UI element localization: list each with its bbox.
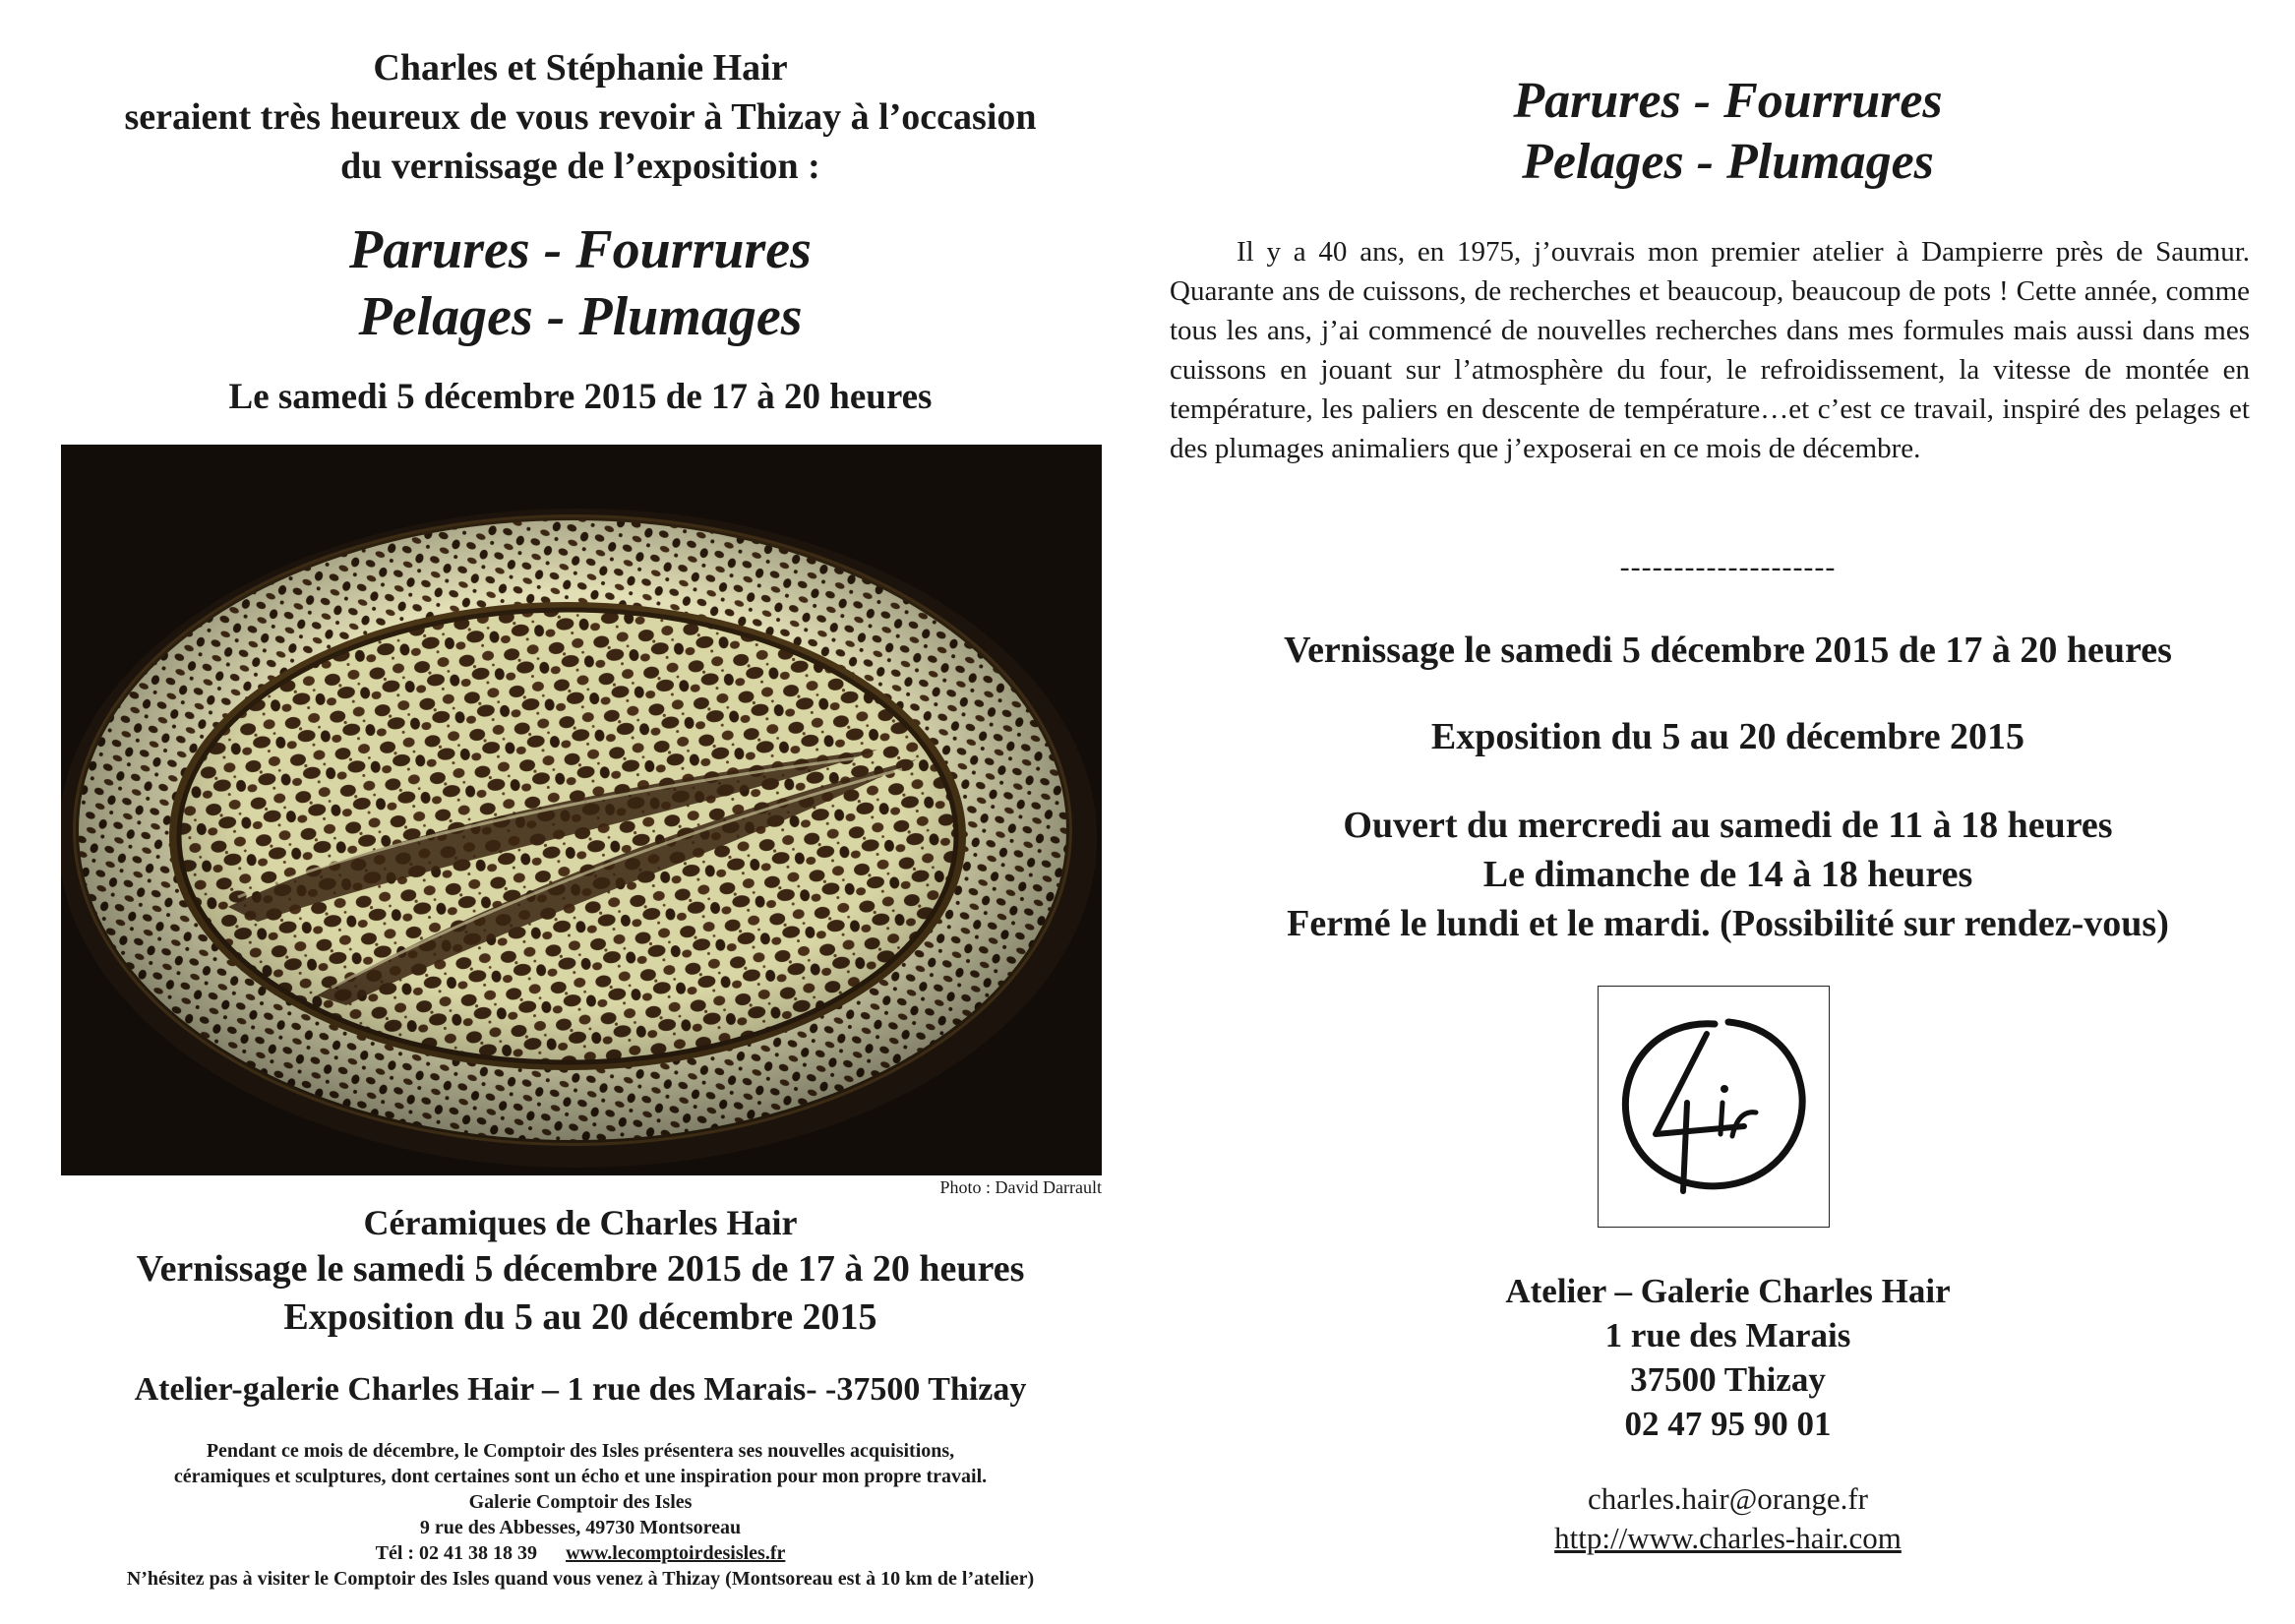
gallery-phone: 02 47 95 90 01 xyxy=(1624,1405,1832,1443)
ceramic-plate-photo xyxy=(61,445,1102,1175)
ceramic-plate-image xyxy=(61,445,1102,1175)
comptoir-line: céramiques et sculptures, dont certaines sont un écho et une inspiration pour mon propre travail. xyxy=(173,1466,988,1487)
separator: -------------------- xyxy=(1619,551,1837,583)
comptoir-address: 9 rue des Abbesses, 49730 Montsoreau xyxy=(419,1517,742,1538)
vernissage-line: Vernissage le samedi 5 décembre 2015 de 17 à 20 heures xyxy=(1284,630,2172,671)
gallery-info xyxy=(1161,1269,2295,1446)
title-line: Parures - Fourrures xyxy=(1513,73,1943,129)
intro-line: seraient très heureux de vous revoir à Thizay à l’occasion xyxy=(124,96,1037,138)
hours-line: Le dimanche de 14 à 18 heures xyxy=(1482,854,1973,895)
artist-statement: Il y a 40 ans, en 1975, j’ouvrais mon premier atelier à Dampierre près de Saumur. Quarante ans de cuissons, de recherches et beaucoup, beaucoup de pots ! Cette année, comme tous les ans, j’ai commencé de nouvelles recherches dans mes formules mais aussi dans mes cuissons en jouant sur l’atmosphère du four, le refroidissement, la vitesse de montée en température, les paliers en descente de température…et c’est ce travail, inspiré des pelages et des plumages animaliers que j’exposerai en ce mois de décembre. xyxy=(1170,236,2250,464)
website-link[interactable]: http://www.charles-hair.com xyxy=(1554,1521,1902,1555)
gallery-city: 37500 Thizay xyxy=(1630,1360,1826,1399)
signature-logo xyxy=(1598,986,1830,1228)
comptoir-phone: Tél : 02 41 38 18 39 xyxy=(375,1542,538,1564)
vernissage-line: Vernissage le samedi 5 décembre 2015 de 17 à 20 heures xyxy=(136,1248,1025,1290)
hours-line: Ouvert du mercredi au samedi de 11 à 18 heures xyxy=(1343,805,2113,846)
hours-line: Fermé le lundi et le mardi. (Possibilité sur rendez-vous) xyxy=(1287,903,2169,944)
gallery-street: 1 rue des Marais xyxy=(1604,1316,1851,1354)
ceramiques-heading: Céramiques de Charles Hair xyxy=(363,1203,798,1242)
intro-line: du vernissage de l’exposition : xyxy=(340,146,820,187)
signature-logo-icon xyxy=(1599,987,1828,1226)
invitation-intro xyxy=(39,43,1121,191)
comptoir-name: Galerie Comptoir des Isles xyxy=(468,1491,693,1513)
comptoir-line: N’hésitez pas à visiter le Comptoir des Isles quand vous venez à Thizay (Montsoreau est à 10 km de l’atelier) xyxy=(126,1568,1035,1590)
comptoir-line: Pendant ce mois de décembre, le Comptoir des Isles présentera ses nouvelles acquisitions, xyxy=(206,1440,955,1462)
title-line: Pelages - Plumages xyxy=(358,286,803,347)
exposition-line: Exposition du 5 au 20 décembre 2015 xyxy=(1430,716,2025,757)
title-line: Parures - Fourrures xyxy=(349,219,812,280)
opening-hours xyxy=(1161,801,2295,948)
gallery-address: Atelier-galerie Charles Hair – 1 rue des Marais- -37500 Thizay xyxy=(134,1371,1027,1408)
comptoir-contact xyxy=(20,1540,1141,1566)
exhibition-title xyxy=(1161,71,2295,193)
exhibition-title xyxy=(39,216,1121,350)
comptoir-website-link[interactable]: www.lecomptoirdesisles.fr xyxy=(566,1542,786,1564)
intro-line: Charles et Stéphanie Hair xyxy=(373,47,788,89)
right-page xyxy=(1161,0,2295,1624)
exposition-line: Exposition du 5 au 20 décembre 2015 xyxy=(283,1296,877,1338)
contact-block xyxy=(1161,1479,2295,1558)
photo-credit: Photo : David Darrault xyxy=(939,1177,1102,1197)
opening-date: Le samedi 5 décembre 2015 de 17 à 20 heures xyxy=(228,377,933,417)
comptoir-notice xyxy=(20,1438,1141,1592)
gallery-name: Atelier – Galerie Charles Hair xyxy=(1505,1272,1951,1310)
email-link[interactable]: charles.hair@orange.fr xyxy=(1587,1481,1868,1516)
title-line: Pelages - Plumages xyxy=(1522,134,1934,190)
